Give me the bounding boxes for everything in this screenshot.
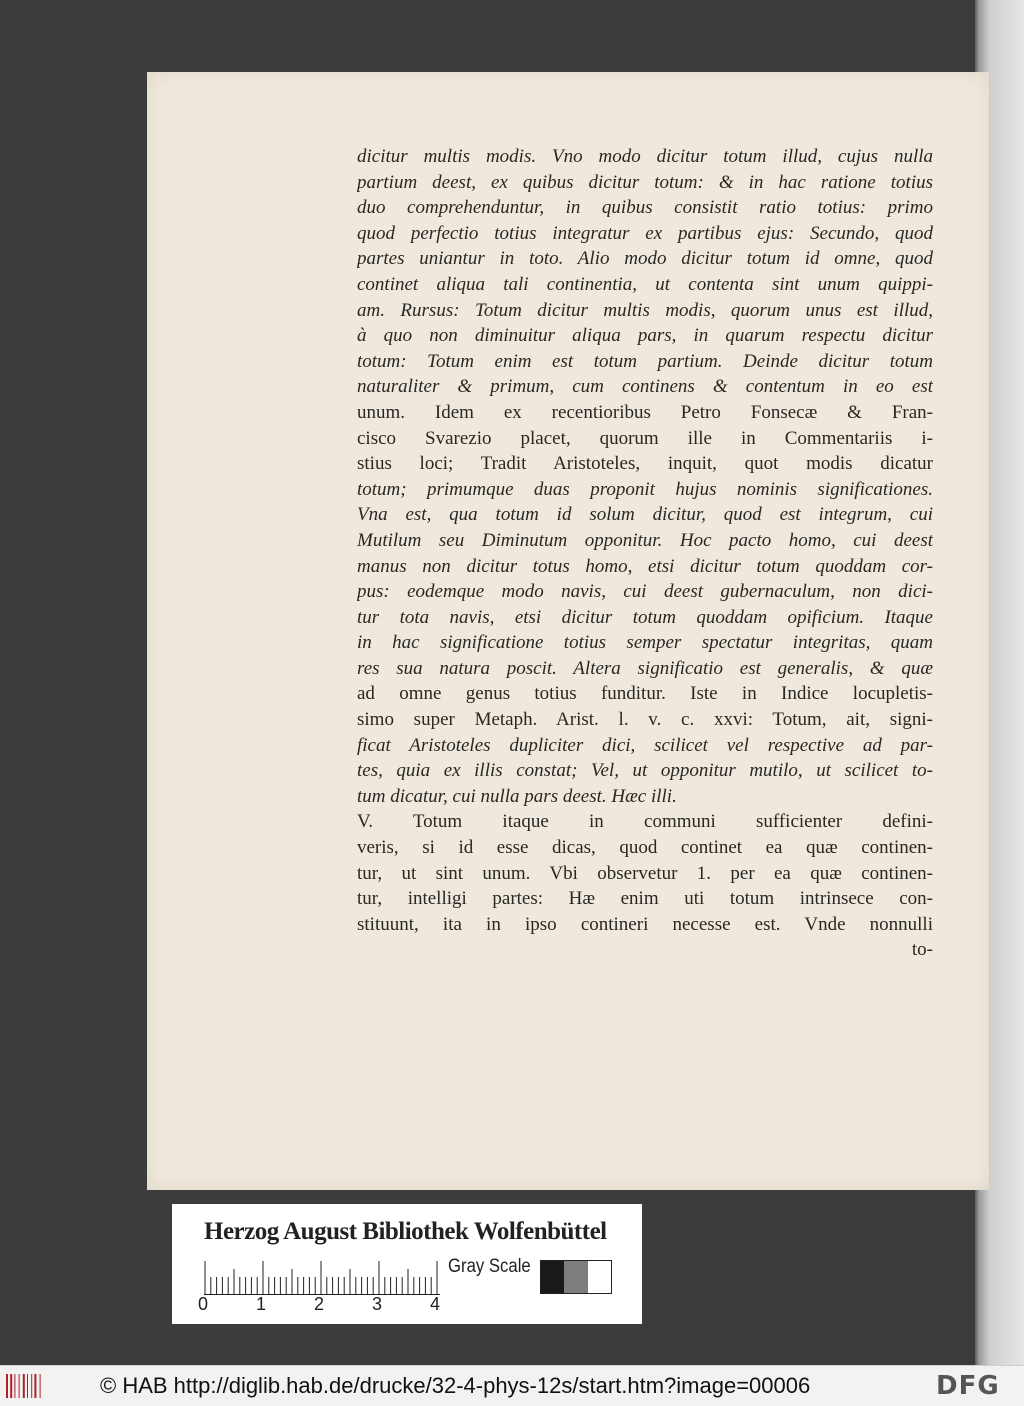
text-line: V. Totum itaque in communi sufficienter defini- xyxy=(357,811,933,833)
gray-swatch xyxy=(588,1261,611,1293)
text-line: tur, intelligi partes: Hæ enim uti totum intrinsece con- xyxy=(357,888,933,910)
barcode-bar xyxy=(27,1374,28,1398)
ruler-number: 1 xyxy=(256,1294,267,1314)
hab-barcode-logo xyxy=(6,1374,46,1398)
text-line: ficat Aristoteles dupliciter dici, scilicet vel respective ad par- xyxy=(357,734,933,756)
barcode-bar xyxy=(19,1374,20,1398)
barcode-bar xyxy=(10,1374,12,1398)
barcode-bar xyxy=(34,1374,36,1398)
text-line: partium deest, ex quibus dicitur totum: & in hac ratione totius xyxy=(357,171,933,193)
barcode-bar xyxy=(23,1374,25,1398)
text-line: simo super Metaph. Arist. l. v. c. xxvi: Totum, ait, signi- xyxy=(357,709,933,731)
gray-scale-swatches xyxy=(540,1260,612,1294)
text-line: manus non dicitur totus homo, etsi dicitur totum quoddam cor- xyxy=(357,555,933,577)
dfg-logo: DFG xyxy=(936,1371,1000,1401)
text-line: dicitur multis modis. Vno modo dicitur totum illud, cujus nulla xyxy=(357,146,933,167)
text-line: continet aliqua tali continentia, ut contenta sint unum quippi- xyxy=(357,273,933,295)
text-line: totum; primumque duas proponit hujus nominis significationes. xyxy=(357,478,933,500)
text-line: am. Rursus: Totum dicitur multis modis, quorum unus est illud, xyxy=(357,299,933,321)
text-line: tur, ut sint unum. Vbi observetur 1. per ea quæ continen- xyxy=(357,862,933,884)
ruler-number: 4 xyxy=(430,1294,441,1314)
text-line: tum dicatur, cui nulla pars deest. Hæc illi. xyxy=(357,785,677,807)
text-line: veris, si id esse dicas, quod continet ea quæ continen- xyxy=(357,837,933,859)
ruler-numbers xyxy=(198,1294,458,1318)
text-line: tur tota navis, etsi dicitur totum quoddam opificium. Itaque xyxy=(357,606,933,628)
text-line: unum. Idem ex recentioribus Petro Fonsecæ & Fran- xyxy=(357,401,933,423)
text-line: stius loci; Tradit Aristoteles, inquit, quot modis dicatur xyxy=(357,453,933,475)
text-line: partes uniantur in toto. Alio modo dicitur totum id omne, quod xyxy=(357,248,933,270)
text-line: in hac significatione totius semper spectatur integritas, quam xyxy=(357,632,933,654)
text-line: totum: Totum enim est totum partium. Deinde dicitur totum xyxy=(357,350,933,372)
text-line: ad omne genus totius funditur. Iste in Indice locupletis- xyxy=(357,683,933,705)
ruler-number: 0 xyxy=(198,1294,209,1314)
ruler-number: 2 xyxy=(314,1294,325,1314)
barcode-bar xyxy=(6,1374,8,1398)
text-line: quod perfectio totius integratur ex partibus ejus: Secundo, quod xyxy=(357,222,933,244)
text-line: cisco Svarezio placet, quorum ille in Commentariis i- xyxy=(357,427,933,449)
barcode-bar xyxy=(31,1374,32,1398)
text-line: duo comprehenduntur, in quibus consistit ratio totius: primo xyxy=(357,197,933,219)
library-name: Herzog August Bibliothek Wolfenbüttel xyxy=(204,1218,607,1245)
catchword: to- xyxy=(911,939,933,961)
text-line: stituunt, ita in ipso contineri necesse est. Vnde nonnulli xyxy=(357,913,933,935)
color-card xyxy=(172,1204,642,1324)
text-line: Mutilum seu Diminutum opponitur. Hoc pacto homo, cui deest xyxy=(357,529,933,551)
gray-swatch xyxy=(541,1261,564,1293)
text-line: Vna est, qua totum id solum dicitur, quod est integrum, cui xyxy=(357,504,933,526)
text-line: à quo non diminuitur aliqua pars, in quarum respectu dicitur xyxy=(357,325,933,347)
gray-swatch xyxy=(564,1261,587,1293)
page-text xyxy=(357,144,933,963)
book-page xyxy=(147,72,989,1190)
barcode-bar xyxy=(40,1374,41,1398)
ruler-number: 3 xyxy=(372,1294,383,1314)
viewer-footer xyxy=(0,1365,1024,1406)
text-line: res sua natura poscit. Altera significatio est generalis, & quæ xyxy=(357,657,933,679)
text-line: pus: eodemque modo navis, cui deest gubernaculum, non dici- xyxy=(357,581,933,603)
text-line: tes, quia ex illis constat; Vel, ut opponitur mutilo, ut scilicet to- xyxy=(357,760,933,782)
source-url[interactable]: © HAB http://diglib.hab.de/drucke/32-4-phys-12s/start.htm?image=00006 xyxy=(100,1373,811,1398)
gray-scale-label: Gray Scale xyxy=(448,1256,531,1277)
barcode-bar xyxy=(14,1374,15,1398)
text-line: naturaliter & primum, cum continens & contentum in eo est xyxy=(357,376,933,398)
ruler-scale xyxy=(204,1259,440,1295)
